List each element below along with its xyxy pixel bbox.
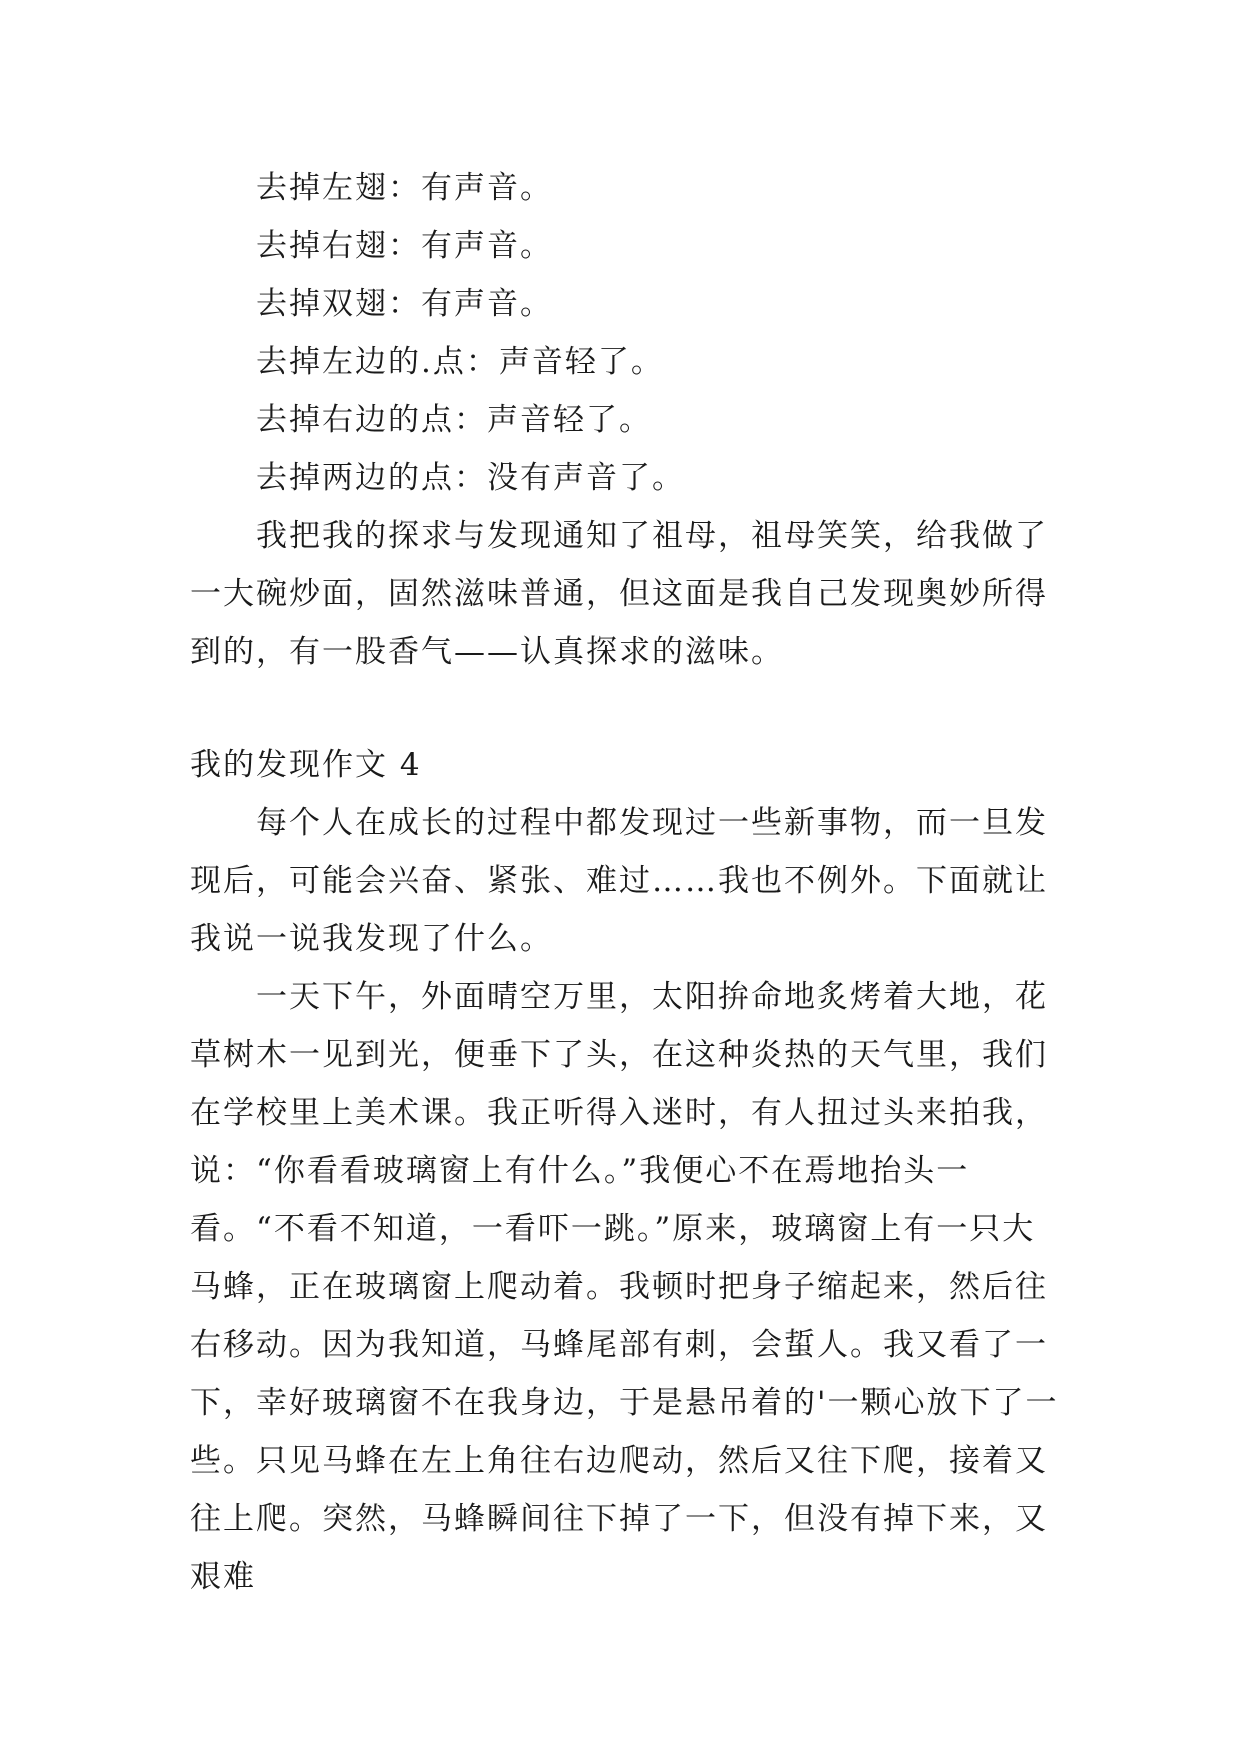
experiment-results <box>190 159 1060 681</box>
section-title: 我的发现作文 4 <box>190 747 422 783</box>
experiment-line: 去掉右翅：有声音。 <box>256 228 553 264</box>
experiment-line: 去掉左边的.点：声音轻了。 <box>256 344 664 380</box>
experiment-line: 去掉两边的点：没有声音了。 <box>256 460 685 496</box>
body-paragraph: 一天下午，外面晴空万里，太阳拚命地炙烤着大地，花草树木一见到光，便垂下了头，在这种炎热的天气里，我们在学校里上美术课。我正听得入迷时，有人扭过头来拍我，说：“你看看玻璃窗上有什么。”我便心不在焉地抬头一看。“不看不知道，一看吓一跳。”原来，玻璃窗上有一只大马蜂，正在玻璃窗上爬动着。我顿时把身子缩起来，然后往右移动。因为我知道，马蜂尾部有刺，会蜇人。我又看了一下，幸好玻璃窗不在我身边，于是悬吊着的'一颗心放下了一些。只见马蜂在左上角往右边爬动，然后又往下爬，接着又往上爬。突然，马蜂瞬间往下掉了一下，但没有掉下来，又艰难 <box>190 979 1059 1595</box>
body-paragraph: 每个人在成长的过程中都发现过一些新事物，而一旦发现后，可能会兴奋、紧张、难过……我也不例外。下面就让我说一说我发现了什么。 <box>190 805 1048 957</box>
experiment-line: 去掉左翅：有声音。 <box>256 170 553 206</box>
closing-paragraph: 我把我的探求与发现通知了祖母，祖母笑笑，给我做了一大碗炒面，固然滋味普通，但这面是我自己发现奥妙所得到的，有一股香气——认真探求的滋味。 <box>190 518 1048 670</box>
experiment-line: 去掉右边的点：声音轻了。 <box>256 402 652 438</box>
experiment-line: 去掉双翅：有声音。 <box>256 286 553 322</box>
section-body <box>190 794 1060 1606</box>
